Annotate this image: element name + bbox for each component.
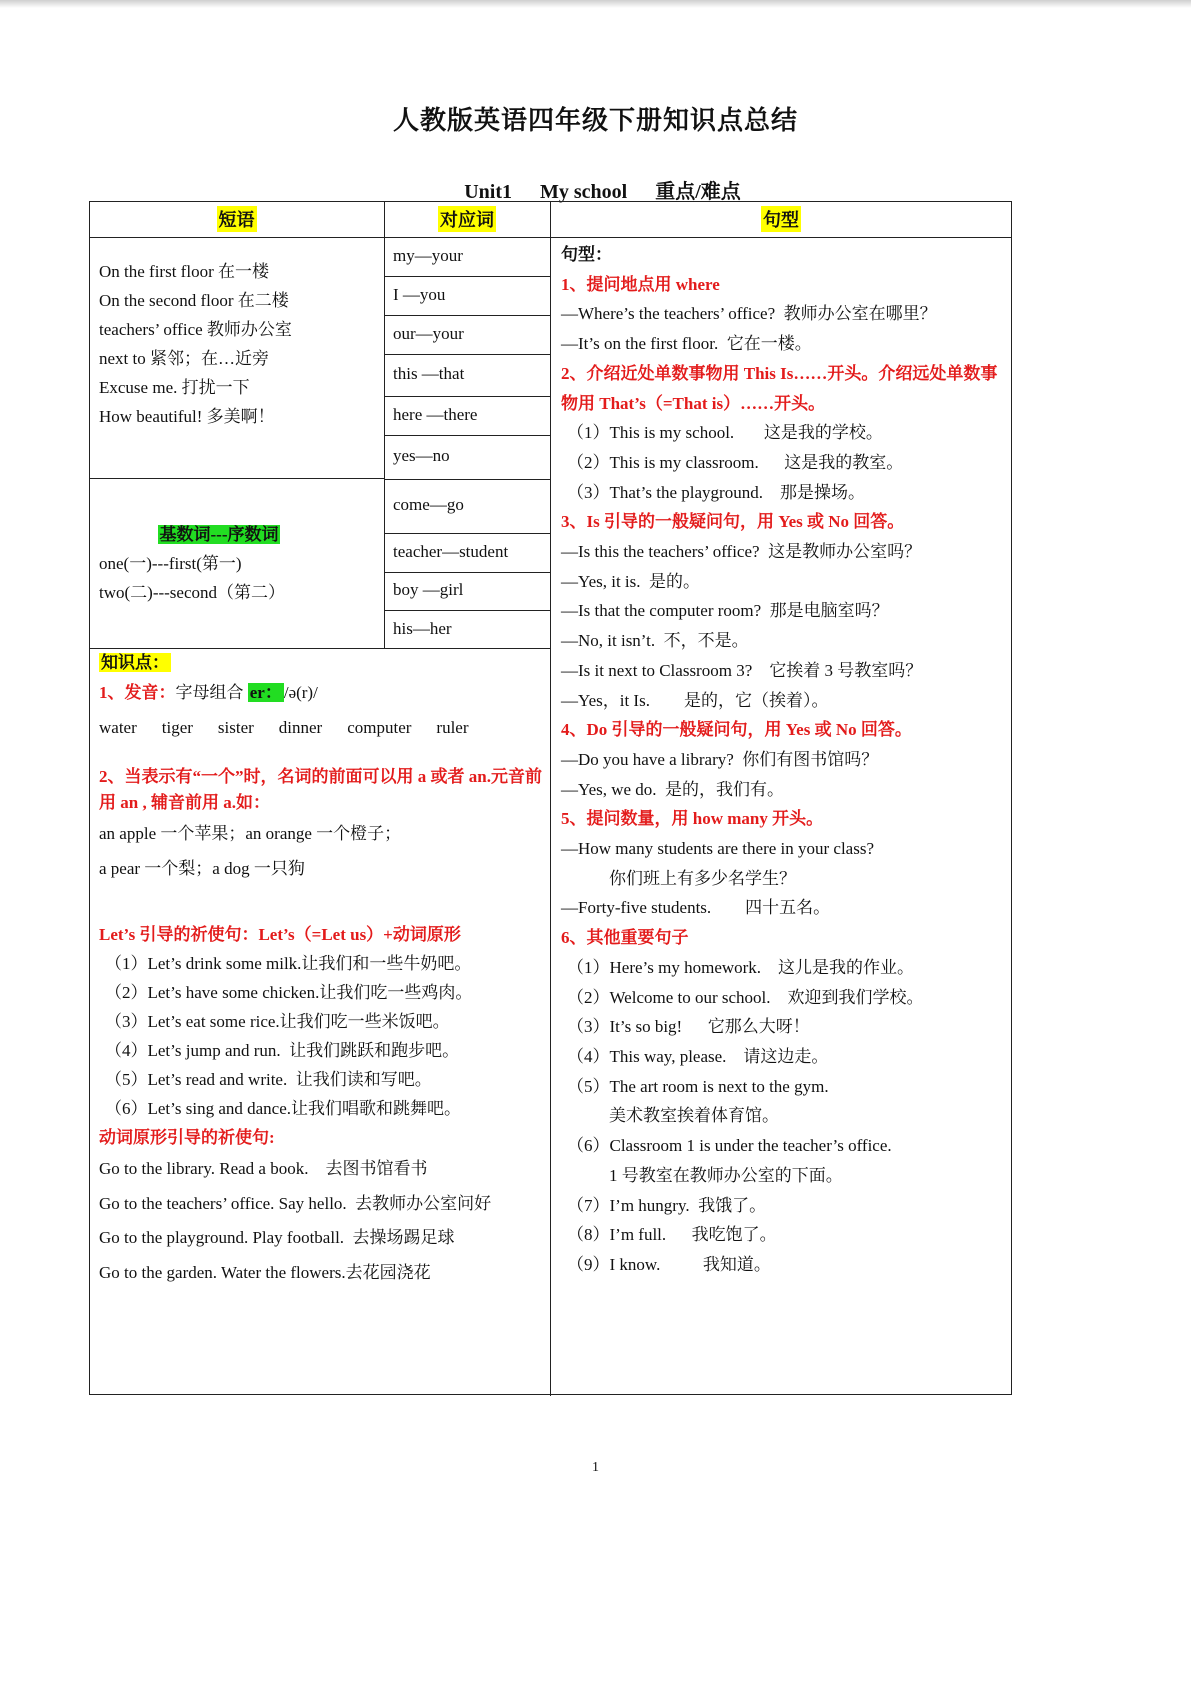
page-title: 人教版英语四年级下册知识点总结 — [392, 106, 798, 135]
sentence-line: （6）Classroom 1 is under the teacher’s office. — [567, 1136, 892, 1156]
word-pair: my—your — [393, 246, 463, 265]
knowledge-line: Go to the garden. Water the flowers.去花园浇花 — [99, 1262, 431, 1282]
knowledge-line: a pear 一个梨；a dog 一只狗 — [99, 859, 305, 878]
sentence-line: —Do you have a library? 你们有图书馆吗？ — [561, 749, 879, 769]
pronunciation-ipa: /ə(r)/ — [283, 683, 318, 702]
phrase-item: teachers’ office 教师办公室 — [99, 320, 292, 339]
sentence-line: —Where’s the teachers’ office? 教师办公室在哪里？ — [561, 304, 937, 324]
pronunciation-words: water tiger sister dinner computer ruler — [99, 718, 469, 737]
word-pair: come—go — [393, 495, 464, 514]
sentence-line: 1 号教室在教师办公室的下面。 — [609, 1165, 843, 1185]
sentence-line: —Yes，it Is. 是的，它（挨着）。 — [561, 690, 829, 710]
knowledge-section — [99, 648, 544, 1290]
knowledge-heading: 知识点： — [101, 653, 169, 672]
phrase-item: On the second floor 在二楼 — [99, 291, 289, 310]
unit-name: Unit1 — [464, 181, 512, 203]
knowledge-line: 2、当表示有“一个”时，名词的前面可以用 a 或者 an.元音前用 an , 辅音前用 a.如： — [99, 767, 542, 812]
sentence-line: —No, it isn’t. 不，不是。 — [561, 631, 749, 651]
unit-topic: My school — [540, 181, 628, 203]
pronunciation-label: 1、发音： — [99, 683, 176, 702]
sentence-line: 句型： — [561, 245, 612, 264]
knowledge-line: （5）Let’s read and write. 让我们读和写吧。 — [105, 1070, 432, 1089]
knowledge-line: （3）Let’s eat some rice.让我们吃一些米饭吧。 — [105, 1012, 450, 1031]
numerals-line: two(二)---second（第二） — [99, 583, 286, 602]
word-pair: teacher—student — [393, 541, 509, 561]
word-pair: I —you — [393, 284, 446, 304]
sentence-line: 5、提问数量，用 how many 开头。 — [561, 809, 824, 829]
sentence-line: 1、提问地点用 where — [561, 274, 720, 294]
word-pair: his—her — [393, 618, 452, 638]
sentence-line: （3）That’s the playground. 那是操场。 — [567, 482, 865, 502]
phrase-item: On the first floor 在一楼 — [99, 262, 269, 281]
knowledge-line: Let’s 引导的祈使句：Let’s（=Let us）+动词原形 — [99, 925, 461, 944]
sentence-line: （4）This way, please. 请这边走。 — [567, 1046, 829, 1066]
sentence-line: （7）I’m hungry. 我饿了。 — [567, 1195, 767, 1215]
phrase-item: How beautiful! 多美啊！ — [99, 407, 275, 426]
word-pair: yes—no — [393, 446, 450, 465]
sentences-list — [561, 240, 1006, 1280]
phrase-item: next to 紧邻；在…近旁 — [99, 349, 269, 368]
sentence-line: —Forty-five students. 四十五名。 — [561, 898, 831, 918]
knowledge-line: Go to the teachers’ office. Say hello. 去教师办公室问好 — [99, 1193, 492, 1213]
knowledge-line: （6）Let’s sing and dance.让我们唱歌和跳舞吧。 — [105, 1099, 462, 1118]
sentence-line: （3）It’s so big! 它那么大呀！ — [567, 1017, 810, 1037]
word-pair: boy —girl — [393, 580, 464, 599]
unit-focus: 重点/难点 — [655, 181, 741, 203]
sentence-line: 美术教室挨着体育馆。 — [609, 1106, 779, 1126]
knowledge-line: （1）Let’s drink some milk.让我们和一些牛奶吧。 — [105, 954, 472, 973]
sentence-line: （2）Welcome to our school. 欢迎到我们学校。 — [567, 987, 924, 1007]
sentence-line: —Is that the computer room? 那是电脑室吗？ — [561, 601, 889, 621]
sentence-line: —How many students are there in your class? — [561, 839, 874, 859]
knowledge-line: Go to the library. Read a book. 去图书馆看书 — [99, 1159, 428, 1178]
sentence-line: （1）This is my school. 这是我的学校。 — [567, 423, 883, 443]
sentence-line: —Yes, it is. 是的。 — [561, 571, 701, 591]
knowledge-line: Go to the playground. Play football. 去操场踢足球 — [99, 1228, 455, 1247]
header-pairs: 对应词 — [438, 206, 496, 232]
page-top-edge — [0, 0, 1191, 8]
pronunciation-text: 字母组合 — [175, 683, 248, 702]
header-phrases: 短语 — [217, 206, 257, 232]
unit-heading — [0, 175, 1191, 204]
numerals-heading: 基数词---序数词 — [159, 525, 279, 544]
sentence-line: 2、介绍近处单数事物用 This Is……开头。介绍远处单数事物用 That’s（=That is）……开头。 — [561, 363, 998, 413]
sentence-line: （5）The art room is next to the gym. — [567, 1076, 829, 1096]
sentence-line: 4、Do 引导的一般疑问句，用 Yes 或 No 回答。 — [561, 720, 912, 740]
sentence-line: —Is it next to Classroom 3? 它挨着 3 号教室吗？ — [561, 660, 923, 680]
sentence-line: （8）I’m full. 我吃饱了。 — [567, 1225, 777, 1245]
word-pair: our—your — [393, 323, 464, 343]
phrases-list — [99, 257, 379, 431]
numerals-section — [99, 520, 379, 607]
numerals-line: one(一)---first(第一) — [99, 554, 242, 573]
sentence-line: （1）Here’s my homework. 这儿是我的作业。 — [567, 957, 915, 977]
page-number: 1 — [592, 1460, 599, 1475]
sentence-line: 6、其他重要句子 — [561, 928, 689, 948]
knowledge-line: an apple 一个苹果；an orange 一个橙子； — [99, 824, 402, 843]
sentence-line: 你们班上有多少名学生？ — [609, 868, 796, 888]
sentence-line: （9）I know. 我知道。 — [567, 1254, 771, 1274]
sentence-line: （2）This is my classroom. 这是我的教室。 — [567, 452, 904, 472]
sentence-line: —Yes, we do. 是的，我们有。 — [561, 779, 785, 799]
pronunciation-letters: er： — [249, 683, 282, 702]
header-sentences: 句型 — [761, 206, 801, 232]
sentence-line: —It’s on the first floor. 它在一楼。 — [561, 334, 812, 354]
sentence-line: —Is this the teachers’ office? 这是教师办公室吗？ — [561, 542, 922, 562]
word-pair: here —there — [393, 404, 478, 424]
sentence-line: 3、Is 引导的一般疑问句，用 Yes 或 No 回答。 — [561, 512, 905, 532]
phrase-item: Excuse me. 打扰一下 — [99, 378, 250, 397]
knowledge-line: （4）Let’s jump and run. 让我们跳跃和跑步吧。 — [105, 1041, 460, 1060]
knowledge-line: 动词原形引导的祈使句: — [99, 1128, 275, 1147]
word-pair: this —that — [393, 364, 465, 383]
knowledge-line: （2）Let’s have some chicken.让我们吃一些鸡肉。 — [105, 983, 473, 1002]
